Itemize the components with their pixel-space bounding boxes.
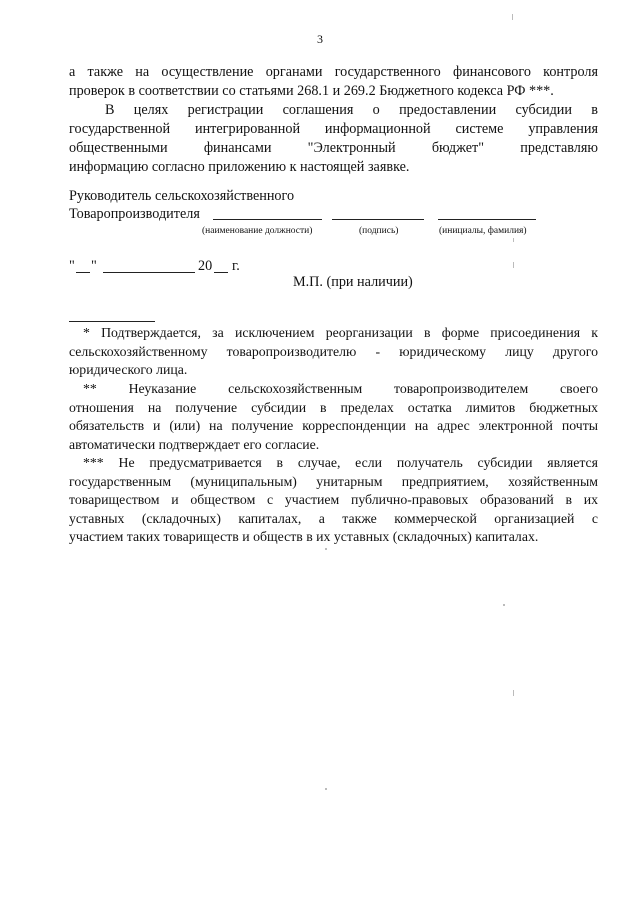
- footnote-line: сельскохозяйственному товаропроизводителю - юридическому лицу другого: [69, 343, 598, 359]
- footnote-separator: [69, 321, 155, 322]
- footnote-line: автоматически подтверждает его согласие.: [69, 436, 320, 452]
- year-prefix: 20: [198, 258, 213, 274]
- body-line: информацию согласно приложению к настоящей заявке.: [69, 159, 410, 175]
- scan-speck: [503, 604, 505, 606]
- body-line: а также на осуществление органами государственного финансового контроля: [69, 64, 598, 80]
- date-open-quote: ": [69, 258, 75, 274]
- scan-speck: [513, 690, 514, 696]
- signature-title-line-1: Руководитель сельскохозяйственного: [69, 188, 295, 204]
- caption-name: (инициалы, фамилия): [439, 226, 527, 236]
- scan-speck: [325, 548, 327, 550]
- scan-speck: [325, 788, 327, 790]
- position-blank-line: [213, 219, 322, 220]
- signature-blank-line: [332, 219, 424, 220]
- body-paragraph-2: [69, 101, 598, 177]
- footnote-line: отношения на получение субсидии в пределах остатка лимитов бюджетных: [69, 399, 598, 415]
- footnote-line: обязательств и (или) на получение корреспонденции на адрес электронной почты: [69, 418, 598, 434]
- caption-signature: (подпись): [359, 226, 399, 236]
- body-paragraph-1: [69, 63, 598, 101]
- scan-speck: [513, 262, 514, 268]
- footnote-line: государственным (муниципальным) унитарным предприятием, хозяйственным: [69, 473, 598, 489]
- footnote-line: участием таких товариществ и обществ в их уставных (складочных) капиталах.: [69, 529, 539, 545]
- scan-speck: [512, 14, 513, 20]
- footnote-1: [69, 324, 598, 380]
- date-close-quote: ": [91, 258, 97, 274]
- year-suffix: г.: [232, 258, 240, 274]
- name-blank-line: [438, 219, 536, 220]
- body-line: государственной интегрированной информационной системе управления: [69, 121, 598, 137]
- footnote-line: уставных (складочных) капиталах, а также коммерческой организацией с: [69, 510, 598, 526]
- footnote-line: юридического лица.: [69, 362, 188, 378]
- year-blank-line: [214, 272, 228, 273]
- day-blank-line: [76, 272, 90, 273]
- footnote-line: ** Неуказание сельскохозяйственным товаропроизводителем своего: [83, 381, 598, 396]
- footnote-line: * Подтверждается, за исключением реорганизации в форме присоединения к: [83, 325, 598, 340]
- footnote-3: [69, 454, 598, 547]
- stamp-label: М.П. (при наличии): [293, 274, 413, 290]
- body-line: проверок в соответствии со статьями 268.1 и 269.2 Бюджетного кодекса РФ ***.: [69, 83, 554, 99]
- body-line: общественными финансами "Электронный бюджет" представляю: [69, 140, 598, 156]
- caption-position: (наименование должности): [202, 226, 313, 236]
- page-number: 3: [317, 32, 323, 46]
- footnote-line: товариществом и обществом с участием публично-правовых образований в их: [69, 492, 598, 508]
- body-line: В целях регистрации соглашения о предоставлении субсидии в: [105, 102, 598, 118]
- month-blank-line: [103, 272, 195, 273]
- footnote-line: *** Не предусматривается в случае, если получатель субсидии является: [83, 455, 598, 470]
- footnote-2: [69, 380, 598, 454]
- signature-title-line-2: Товаропроизводителя: [69, 206, 200, 222]
- scan-speck: [513, 238, 514, 242]
